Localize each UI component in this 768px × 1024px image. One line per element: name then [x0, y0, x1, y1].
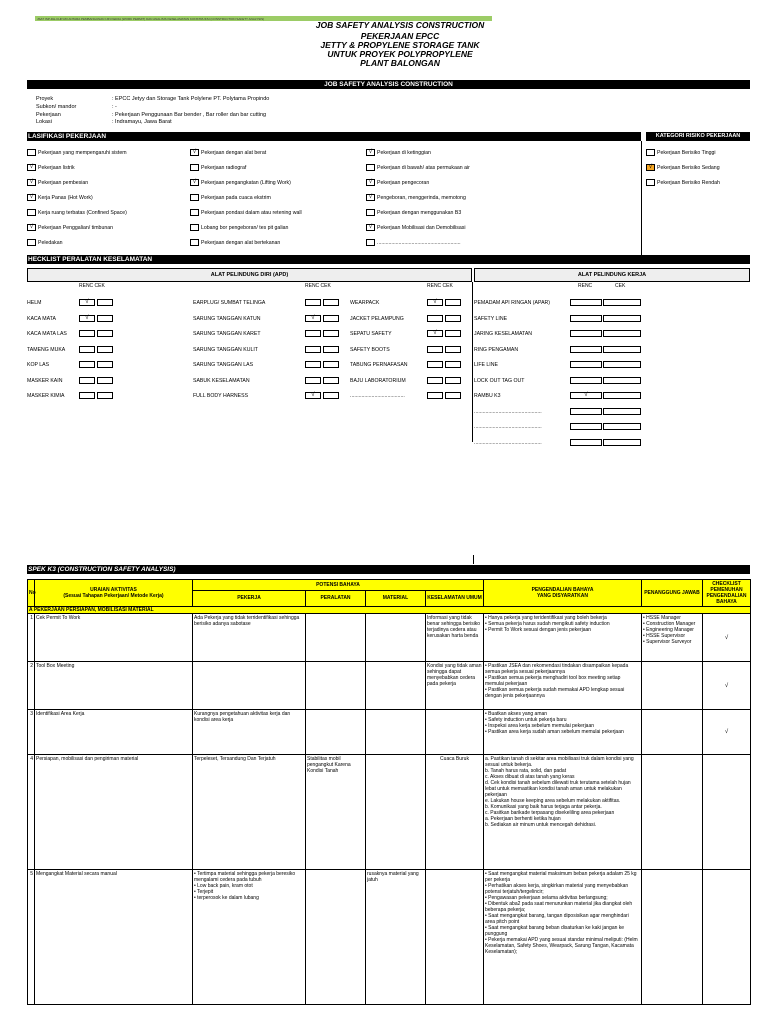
klasifikasi-divider [641, 141, 642, 256]
csa-table [27, 579, 751, 1005]
kategori-label: Pekerjaan Berisiko Rendah [657, 180, 720, 186]
apd-item-label: EARPLUG/ SUMBAT TELINGA [193, 300, 266, 306]
row-pekerja: Kurangnya pengetahuan aktivitas kerja dan kondisi area kerja [193, 710, 306, 755]
row-pengendalian: a. Pastikan tanah di sekitar area mobilisasi truk dalam kondisi yang sesuai untuk bekerja. b. Tanah harus rata, solid, dan padat c. Akses dibuat di atas tanah yang keras d. Cek kondisi tanah sebelum dilewati truk terutama setelah hujan lebat untuk memastikan kondisi tanah aman untuk melakukan pekerjaan e. Lakukan house keeping area sebelum melakukan aktifitas. b. Komunikasi yang baik harus terjaga antar pekerja. c. Pasitkan barikade terpasang disekeliling area pekerjaan a. Pekerjaan berhenti ketika hujan b. Sediakan air minum untuk mencegah dehidrasi. [484, 755, 642, 870]
apd-cek-checkbox[interactable] [445, 330, 461, 337]
klasifikasi-label: Pekerjaan yang mempengaruhi sistem [38, 150, 127, 156]
klasifikasi-checkbox[interactable] [366, 239, 375, 246]
row-material [366, 614, 426, 662]
klasifikasi-label: Pekerjaan pembesian [38, 180, 89, 186]
col-penanggung-jawab: PENANGGUNG JAWAB [642, 580, 703, 607]
apk-cek-checkbox[interactable] [603, 346, 641, 353]
row-uraian: Cek Permit To Work [35, 614, 193, 662]
apd-item-label: TABUNG PERNAFASAN [350, 362, 408, 368]
apd-item-label: SARUNG TANGGAN KATUN [193, 315, 261, 322]
apd-item-label: SEPATU SAFETY [350, 331, 392, 337]
apd-renc-checkbox[interactable]: √ [79, 299, 95, 306]
apd-renc-checkbox[interactable] [305, 377, 321, 384]
apd-cek-checkbox[interactable] [445, 377, 461, 384]
kategori-checkbox[interactable]: √ [646, 164, 655, 171]
klasifikasi-label: Pekerjaan di bawah/ atas permukaan air [377, 165, 470, 171]
row-penanggung-jawab: • HSSE Manager • Construction Manager • Engineering Manager • HSSE Supervisor • Supervisor Surveyor [642, 614, 703, 662]
row-no: 5 [28, 870, 35, 1005]
apd-renc-checkbox[interactable] [427, 346, 443, 353]
apk-cek-checkbox[interactable] [603, 361, 641, 368]
apd-item-label: MASKER KIMIA [27, 393, 65, 399]
row-checklist [703, 755, 751, 870]
apd-renc-checkbox[interactable] [79, 346, 95, 353]
apd-item-label: FULL BODY HARNESS [193, 393, 249, 399]
apd-renc-checkbox[interactable]: √ [427, 299, 443, 306]
apd-renc-checkbox[interactable]: √ [79, 315, 95, 322]
apd-cek-checkbox[interactable] [445, 392, 461, 399]
row-no: 2 [28, 662, 35, 710]
row-pengendalian: • Pastikan JSEA dan rekomendasi tindakan disampaikan kepada semua pekerja sesuai pekerjaannya • Pastikan semua pekerja menghadiri tool box meeting setiap memulai pekerjaan • Pastikan semua pekerja sudah memakai APD lengkap sesuai dengan jenis pekerjaannya [484, 662, 642, 710]
row-keselamatan: Kondisi yang tidak aman sehingga dapat menyebabkan cedera pada pekerja [426, 662, 484, 710]
apd-renc-checkbox[interactable] [79, 361, 95, 368]
apk-item-label: RAMBU K3 [474, 393, 501, 399]
row-keselamatan [426, 870, 484, 1005]
klasifikasi-label: .......................................................... [377, 240, 461, 246]
info-value-subkon: : - [112, 104, 117, 110]
apk-item-label: ............................................... [474, 439, 542, 446]
apk-renc-checkbox[interactable] [570, 377, 602, 384]
klasifikasi-label: Pekerjaan dengan alat bertekanan [201, 240, 281, 246]
kategori-label: Pekerjaan Berisiko Sedang [657, 165, 720, 171]
apd-cek-checkbox[interactable] [323, 330, 339, 337]
apd-renc-checkbox[interactable] [79, 377, 95, 384]
row-peralatan [306, 614, 366, 662]
col-keselamatan: KESELAMATAN UMUM [426, 590, 484, 606]
klasifikasi-checkbox[interactable]: √ [366, 149, 375, 156]
col-pekerja: PEKERJA [193, 590, 306, 606]
klasifikasi-label: Pekerjaan dengan menggunakan B3 [377, 210, 462, 216]
apd-renc-checkbox[interactable] [427, 392, 443, 399]
apk-item-label: ............................................... [474, 408, 542, 415]
col-potensi: POTENSI BAHAYA [193, 580, 484, 591]
apk-item-label: LIFE LINE [474, 362, 498, 368]
checklist-divider [472, 282, 473, 442]
apd-cek-checkbox[interactable] [323, 346, 339, 353]
klasifikasi-title: LASIFIKASI PEKERJAAN [27, 132, 641, 141]
apd-cek-checkbox[interactable] [445, 315, 461, 322]
klasifikasi-label: Lobang bor pengeboran/ tes pit galian [201, 225, 289, 231]
row-uraian: Mengangkat Material secara manual [35, 870, 193, 1005]
apd-item-label: KACA MATA LAS [27, 331, 67, 337]
klasifikasi-label: Pekerjaan pada cuaca ekstrim [201, 195, 271, 201]
apd-cek-checkbox[interactable] [323, 377, 339, 384]
row-uraian: Identifikasi Area Kerja [35, 710, 193, 755]
row-material: rusaknya material yang jatuh [366, 870, 426, 1005]
apd-item-label: SARUNG TANGGAN KULIT [193, 346, 258, 353]
klasifikasi-checkbox[interactable] [366, 164, 375, 171]
apd-item-label: ...................................... [350, 393, 405, 399]
apd-cek-checkbox[interactable] [445, 346, 461, 353]
row-keselamatan: Informasi yang tidak benar sehingga berisiko terjadinya cedera atau kerusakan harta benda [426, 614, 484, 662]
apd-cek-checkbox[interactable] [97, 315, 113, 322]
klasifikasi-label: Pekerjaan listrik [38, 165, 75, 171]
row-material [366, 662, 426, 710]
row-checklist: √ [703, 614, 751, 662]
apk-item-label: SAFETY LINE [474, 315, 508, 322]
apd-renc-checkbox[interactable] [305, 330, 321, 337]
apd-renc-checkbox[interactable]: √ [305, 315, 321, 322]
row-penanggung-jawab [642, 755, 703, 870]
apd-cek-checkbox[interactable] [97, 299, 113, 306]
apk-cek-checkbox[interactable] [603, 315, 641, 322]
row-uraian: Persiapan, mobilisasi dan pengiriman material [35, 755, 193, 870]
row-checklist: √ [703, 710, 751, 755]
table-row [28, 710, 751, 755]
klasifikasi-label: Pekerjaan Penggalian/ timbunan [38, 225, 113, 231]
apk-cek-checkbox[interactable] [603, 392, 641, 399]
apk-item-label: RING PENGAMAN [474, 346, 519, 353]
apd-renc-checkbox[interactable] [427, 315, 443, 322]
apd-cek-checkbox[interactable] [323, 392, 339, 399]
apk-renc-checkbox[interactable]: √ [570, 392, 602, 399]
row-peralatan: Stabilitas mobil pengangkut Karena Kondisi Tanah [306, 755, 366, 870]
apd-item-label: SAFETY BOOTS [350, 346, 390, 353]
apk-cek-checkbox[interactable] [603, 377, 641, 384]
apk-renc-checkbox[interactable] [570, 408, 602, 415]
info-label-subkon: Subkon/ mandor [36, 104, 77, 110]
row-no: 3 [28, 710, 35, 755]
klasifikasi-checkbox[interactable] [190, 209, 199, 216]
apd-renc-checkbox[interactable] [305, 346, 321, 353]
apk-renc-checkbox[interactable] [570, 346, 602, 353]
apk-renc-checkbox[interactable] [570, 361, 602, 368]
apd-item-label: MASKER KAIN [27, 377, 63, 384]
row-keselamatan: Cuaca Buruk [426, 755, 484, 870]
apd-cek-checkbox[interactable] [97, 330, 113, 337]
apk-cek: CEK [615, 283, 626, 289]
apk-item-label: ............................................... [474, 424, 542, 430]
klasifikasi-checkbox[interactable]: √ [27, 164, 36, 171]
row-checklist [703, 870, 751, 1005]
apd-cek-checkbox[interactable] [323, 361, 339, 368]
kategori-checkbox[interactable] [646, 149, 655, 156]
jsa-section-bar: JOB SAFETY ANALYSIS CONSTRUCTION [27, 80, 750, 89]
info-value-lokasi: : Indramayu, Jawa Barat [112, 119, 172, 125]
document-title-line-4: UNTUK PROYEK POLYPROPYLENE [327, 49, 473, 59]
klasifikasi-checkbox[interactable]: √ [27, 179, 36, 186]
apk-renc-checkbox[interactable] [570, 330, 602, 337]
apd-renc-checkbox[interactable] [427, 377, 443, 384]
apd-renc-checkbox[interactable]: √ [305, 392, 321, 399]
klasifikasi-label: Pekerjaan pondasi dalam atau retening wall [201, 210, 302, 216]
apd-item-label: JACKET PELAMPUNG [350, 315, 404, 322]
info-value-proyek: : EPCC Jetyy dan Storage Tank Polylene PT. Polytama Propindo [112, 96, 270, 102]
apd-item-label: BAJU LABORATORIUM [350, 377, 406, 384]
checklist-title: HECKLIST PERALATAN KESELAMATAN [27, 255, 750, 264]
table-row [28, 755, 751, 870]
apd-cek-checkbox[interactable] [97, 361, 113, 368]
info-label-lokasi: Lokasi [36, 119, 52, 125]
apd-item-label: KOP LAS [27, 362, 50, 368]
info-label-proyek: Proyek [36, 96, 54, 102]
document-title-line-5: PLANT BALONGAN [360, 58, 440, 68]
apd-cek-checkbox[interactable] [97, 377, 113, 384]
row-pengendalian: • Hanya pekerja yang teridentifikasi yang boleh bekerja • Semua pekerja harus sudah mengikuti safety induction • Permit To Work sesuai dengan jenis pekerjaan [484, 614, 642, 662]
document-title-line-1: JOB SAFETY ANALYSIS CONSTRUCTION [315, 20, 485, 30]
table-row [28, 870, 751, 1005]
col-checklist: CHECKLIST PEMENUHAN PENGENDALIAN BAHAYA [703, 580, 751, 607]
apd-cek-checkbox[interactable] [97, 392, 113, 399]
klasifikasi-label: Kerja ruang terbatas (Confined Space) [38, 210, 127, 216]
row-checklist: √ [703, 662, 751, 710]
apk-cek-checkbox[interactable] [603, 423, 641, 430]
apd-cek-checkbox[interactable] [323, 299, 339, 306]
klasifikasi-label: Pengeboran, menggerinda, memotong [377, 195, 466, 201]
kategori-label: Pekerjaan Berisiko Tinggi [657, 150, 716, 156]
klasifikasi-checkbox[interactable] [27, 209, 36, 216]
apd-renc-checkbox[interactable] [79, 330, 95, 337]
klasifikasi-checkbox[interactable]: √ [366, 224, 375, 231]
row-no: 4 [28, 755, 35, 870]
apd-renc-checkbox[interactable]: √ [427, 330, 443, 337]
row-pekerja: Ada Pekerja yang tidak terridentifikasi sehingga berisiko adanya sabotase [193, 614, 306, 662]
apk-item-label: LOCK OUT TAG OUT [474, 377, 525, 384]
klasifikasi-checkbox[interactable]: √ [27, 194, 36, 201]
row-pekerja: Terpeleset, Tersandung Dan Terjatuh [193, 755, 306, 870]
klasifikasi-checkbox[interactable] [27, 239, 36, 246]
apd-renc-cek-3: RENC CEK [427, 283, 453, 289]
apd-item-label: HELM [27, 300, 42, 306]
apk-renc-checkbox[interactable] [570, 315, 602, 322]
klasifikasi-checkbox[interactable]: √ [190, 149, 199, 156]
klasifikasi-label: Pekerjaan pengecoran [377, 180, 430, 186]
marker-line [473, 555, 474, 564]
section-a-row: A PEKERJAAN PERSIAPAN, MOBILISASI MATERIAL [28, 607, 751, 614]
row-peralatan [306, 662, 366, 710]
row-no: 1 [28, 614, 35, 662]
apk-item-label: PEMADAM API RINGAN (APAR) [474, 300, 550, 306]
row-material [366, 710, 426, 755]
kategori-title: KATEGORI RISIKO PEKERJAAN [646, 132, 750, 141]
row-pengendalian: • Saat mengangkat material maksimum beban pekerja adalam 25 kg per pekerja • Perhatikan akses kerja, singkirkan material yang menyebabkan potensi terjatuh/tergelincir; • Pengawasan pekerjaan selama aktivitas berlangsung; • Dibentuk aba2 pada saat menurunkan material jika diangkat oleh beberapa pekerja; • Saat mengangkat barang, tangan diposisikan agar menghindari area pitch point • Saat mengangkat barang beban disaturkan ke kaki jangan ke punggung • Pekerja memakai APD yang sesuai standar minimal meliputi: (Helm Keselamatan, Safety Shoes, Wearpack, Sarung Tangan, Kacamata Keselamatan); [484, 870, 642, 1005]
row-peralatan [306, 870, 366, 1005]
row-peralatan [306, 710, 366, 755]
klasifikasi-label: Pekerjaan Mobilisasi dan Demobilisasi [377, 225, 466, 231]
row-penanggung-jawab [642, 710, 703, 755]
row-pengendalian: • Buatkan akses yang aman • Safety induction untuk pekerja baru • Inspeksi area kerja sebelum memulai pekerjaan • Pastikan area kerja sudah aman sebelum memulai pekerjaan [484, 710, 642, 755]
klasifikasi-checkbox[interactable]: √ [366, 179, 375, 186]
apk-renc-checkbox[interactable] [570, 423, 602, 430]
info-label-pekerjaan: Pekerjaan [36, 112, 61, 118]
klasifikasi-label: Peledakan [38, 240, 63, 246]
apk-item-label: JARING KESELAMATAN [474, 331, 533, 337]
apk-renc-checkbox[interactable] [570, 439, 602, 446]
klasifikasi-label: Pekerjaan radiograf [201, 165, 247, 171]
table-row [28, 662, 751, 710]
col-peralatan: PERALATAN [306, 590, 366, 606]
klasifikasi-label: Pekerjaan di ketinggian [377, 150, 431, 156]
apk-cek-checkbox[interactable] [603, 330, 641, 337]
col-material: MATERIAL [366, 590, 426, 606]
apd-renc-cek-1: RENC CEK [79, 283, 105, 289]
apk-cek-checkbox[interactable] [603, 299, 641, 306]
apd-renc-checkbox[interactable] [305, 361, 321, 368]
apd-renc-checkbox[interactable] [79, 392, 95, 399]
klasifikasi-checkbox[interactable] [366, 209, 375, 216]
apd-renc-checkbox[interactable] [305, 299, 321, 306]
info-value-pekerjaan: : Pekerjaan Penggunaan Bar bender , Bar roller dan bar cutting [112, 112, 267, 118]
apd-item-label: KACA MATA [27, 315, 56, 322]
klasifikasi-checkbox[interactable]: √ [190, 179, 199, 186]
apd-cek-checkbox[interactable] [445, 361, 461, 368]
row-penanggung-jawab [642, 662, 703, 710]
klasifikasi-label: Pekerjaan dengan alat berat [201, 150, 267, 156]
row-pekerja [193, 662, 306, 710]
apd-renc-checkbox[interactable] [427, 361, 443, 368]
col-no: No [28, 580, 35, 607]
apd-header: ALAT PELINDUNG DIRI (APD) [27, 268, 472, 282]
apd-renc-cek-2: RENC CEK [305, 283, 331, 289]
klasifikasi-checkbox[interactable] [190, 164, 199, 171]
apd-item-label: TAMENG MUKA [27, 346, 66, 353]
apd-item-label: SARUNG TANGGAN KARET [193, 331, 261, 337]
apk-header: ALAT PELINDUNG KERJA [474, 268, 750, 282]
aspek-title: SPEK K3 (CONSTRUCTION SAFETY ANALYSIS) [27, 565, 750, 574]
col-uraian: URAIAN AKTIVITAS (Sesuai Tahapan Pekerjaan/ Metode Kerja) [35, 580, 193, 607]
klasifikasi-checkbox[interactable] [190, 224, 199, 231]
row-penanggung-jawab [642, 870, 703, 1005]
klasifikasi-checkbox[interactable] [27, 149, 36, 156]
document-title-line-3: JETTY & PROPYLENE STORAGE TANK [320, 40, 480, 50]
row-keselamatan [426, 710, 484, 755]
apd-cek-checkbox[interactable] [97, 346, 113, 353]
apk-cek-checkbox[interactable] [603, 408, 641, 415]
klasifikasi-label: Pekerjaan pengangkatan (Lifting Work) [201, 180, 291, 186]
table-row [28, 614, 751, 662]
document-code-bar: JSA? ISP-DH-CHP-M3 ANTARA PEMBANGUNAN IJIN KERJA (WORK PERMIT) DAN ANALISIS KESELAMATAN KONSTRUKSI (CONSTRUCTION SAFETY ANALYSIS) [35, 16, 492, 21]
row-uraian: Tool Box Meeting [35, 662, 193, 710]
document-title-line-2: PEKERJAAN EPCC [360, 31, 440, 41]
col-pengendalian: PENGENDALIAN BAHAYA YANG DISYARATKAN [484, 580, 642, 607]
apk-renc-checkbox[interactable] [570, 299, 602, 306]
apd-item-label: SARUNG TANGGAN LAS [193, 362, 254, 368]
apd-cek-checkbox[interactable] [323, 315, 339, 322]
row-material [366, 755, 426, 870]
apd-item-label: SABUK KESELAMATAN [193, 377, 250, 384]
kategori-checkbox[interactable] [646, 179, 655, 186]
row-pekerja: • Tertimpa material sehingga pekerja beresiko mengalami cedera pada tubuh • Low back pain, kram otot • Terjepit • terperosok ke dalam lubang [193, 870, 306, 1005]
apd-item-label: WEARPACK [350, 300, 380, 306]
klasifikasi-checkbox[interactable] [190, 239, 199, 246]
klasifikasi-checkbox[interactable] [190, 194, 199, 201]
apd-cek-checkbox[interactable] [445, 299, 461, 306]
klasifikasi-checkbox[interactable]: √ [27, 224, 36, 231]
apk-cek-checkbox[interactable] [603, 439, 641, 446]
apk-renc: RENC [578, 283, 593, 289]
klasifikasi-label: Kerja Panas (Hot Work) [38, 195, 93, 201]
klasifikasi-checkbox[interactable]: √ [366, 194, 375, 201]
